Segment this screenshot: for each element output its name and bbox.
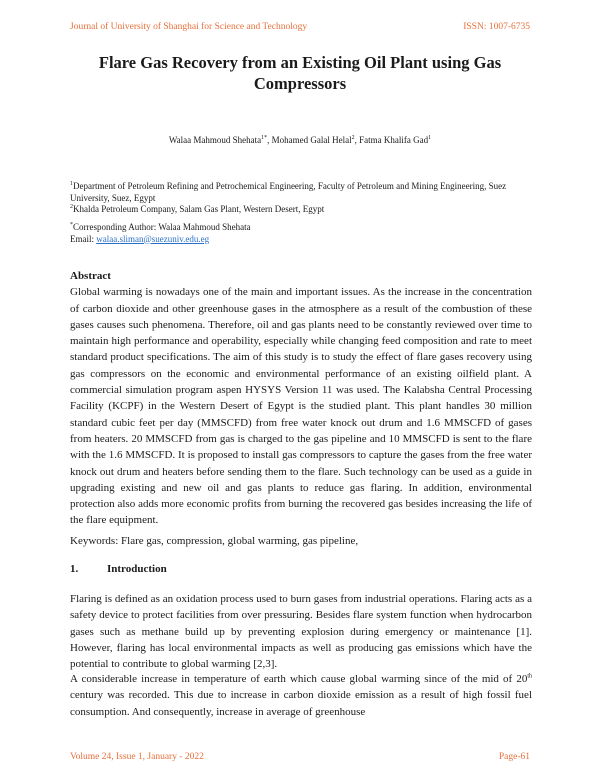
paragraph: Flaring is defined as an oxidation process used to burn gases from industrial operations. Flaring acts as a safety device to protect facilities from over pressuring. Besides flare system function when hydrocarbon gases such as methane build up by preventing explosion during emergency or maintenance [1]. However, flaring has local environmental impacts as well as producing gas emissions which have the potential to contribute to global warming [2,3]. bbox=[70, 593, 532, 671]
aff-text: Khalda Petroleum Company, Salam Gas Plant, Western Desert, Egypt bbox=[73, 204, 325, 214]
abstract-heading: Abstract bbox=[70, 270, 111, 282]
text: century was recorded. This due to increase in carbon dioxide emission as a result of high fossil fuel consumption. And consequently, increase in average of greenhouse bbox=[70, 689, 532, 718]
affiliations bbox=[70, 181, 540, 216]
paper-title: Flare Gas Recovery from an Existing Oil Plant using Gas Compressors bbox=[98, 53, 502, 93]
ordinal-sup: th bbox=[527, 673, 532, 680]
email-label: Email: bbox=[70, 233, 97, 244]
running-footer bbox=[70, 752, 530, 762]
volume-info: Volume 24, Issue 1, January - 2022 bbox=[70, 752, 204, 762]
page-number: Page-61 bbox=[498, 752, 530, 762]
affiliation bbox=[70, 204, 540, 216]
corr-text: Corresponding Author: Walaa Mahmoud Shehata bbox=[73, 222, 251, 232]
author-sup: 2 bbox=[351, 135, 355, 141]
author-sup: 1 bbox=[428, 135, 432, 141]
keywords: Keywords: Flare gas, compression, global warming, gas pipeline, bbox=[70, 535, 359, 547]
aff-text: Department of Petroleum Refining and Petrochemical Engineering, Faculty of Petroleum and Mining Engineering, Suez University, Suez, Egypt bbox=[70, 181, 507, 203]
corr-sup: * bbox=[70, 222, 73, 228]
author: Walaa Mahmoud Shehata bbox=[168, 135, 262, 145]
email-link[interactable]: walaa.sliman@suezuniv.edu.eg bbox=[96, 233, 210, 244]
abstract-text: Global warming is nowadays one of the main and important issues. As the increase in the concentration of carbon dioxide and other greenhouse gases in the atmosphere as a result of the combustion of these gases causes such phenomena. Therefore, oil and gas plants need to be constantly reviewed over time to maintain high performance and operability, especially while changing feed composition and rate to meet standard product specifications. The aim of this study is to study the effect of flare gases recovery using gas compressors on the economic and environmental performance of an existing oilfield plant. A commercial simulation program aspen HYSYS Version 11 was used. The Kalabsha Central Processing Facility (KCPF) in the Western Desert of Egypt is the studied plant. This plant handles 30 million standard cubic feet per day (MMSCFD) from free water knock out drum and 1.6 MMSCFD of gases from heaters. 20 MMSCFD from gas is charged to the gas pipeline and 10 MMSCFD is sent to the flare with the 1.6 MMSCFD. It is proposed to install gas compressors to capture the gases from the free water knock out drum and heaters before sending them to the flare. Such technology can be used as a guide in upgrading existing and new oil and gas plants to reduce gas flaring. In addition, environmental protection also adds more economic profits from burning the recovered gas besides increasing the life of the flare equipment. bbox=[70, 286, 532, 527]
author-list: Walaa Mahmoud Shehata$^{1*}$, Mohamed Galal Helal$^2$, Fatma Khalifa Gad$^1$ bbox=[168, 135, 432, 145]
section-number: 1. bbox=[70, 563, 79, 575]
aff-sup: 2 bbox=[70, 204, 73, 210]
journal-name: Journal of University of Shanghai for Science and Technology bbox=[70, 22, 308, 32]
affiliation bbox=[70, 181, 540, 204]
corresponding-author bbox=[70, 222, 540, 245]
author: Fatma Khalifa Gad bbox=[359, 135, 429, 145]
section-heading bbox=[70, 563, 167, 575]
abstract bbox=[70, 268, 532, 529]
aff-sup: 1 bbox=[70, 181, 73, 187]
paragraph bbox=[70, 671, 532, 720]
author: Mohamed Galal Helal bbox=[271, 135, 352, 145]
issn: ISSN: 1007-6735 bbox=[463, 22, 530, 32]
running-header bbox=[70, 22, 530, 32]
section-title: Introduction bbox=[107, 563, 167, 575]
author-sup: 1* bbox=[261, 135, 268, 141]
text: A considerable increase in temperature of earth which cause global warming since of the mid of 20 bbox=[70, 673, 528, 685]
